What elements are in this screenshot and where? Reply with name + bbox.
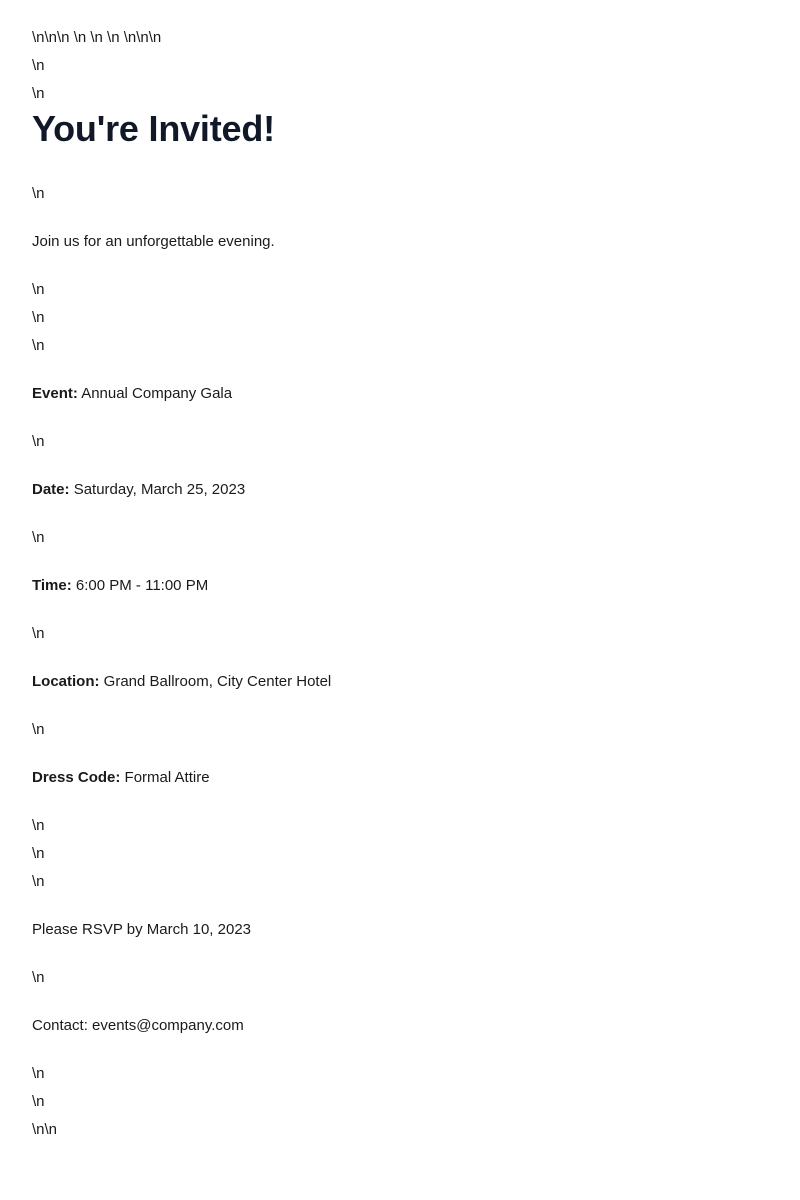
detail-time-value: 6:00 PM - 11:00 PM [75, 577, 209, 594]
newline-artifact-bottom: \n\n [32, 1121, 58, 1138]
detail-date-value: Saturday, March 25, 2023 [73, 481, 246, 498]
detail-location [32, 672, 331, 692]
detail-event-value: Annual Company Gala [81, 385, 233, 402]
detail-location-label: Location: [32, 673, 100, 690]
newline-artifact: \n [32, 185, 45, 202]
newline-artifact: \n [32, 1093, 45, 1110]
detail-time [32, 576, 208, 596]
detail-dress-code-value: Formal Attire [124, 769, 210, 786]
detail-dress-code [32, 768, 210, 788]
newline-artifact: \n [32, 529, 45, 546]
newline-artifact: \n [32, 433, 45, 450]
page-title: You're Invited! [32, 108, 275, 149]
detail-event-label: Event: [32, 385, 78, 402]
newline-artifact: \n [32, 721, 45, 738]
detail-time-label: Time: [32, 577, 72, 594]
detail-date [32, 480, 245, 500]
contact-text: Contact: events@company.com [32, 1017, 244, 1034]
newline-artifact: \n [32, 845, 45, 862]
detail-date-label: Date: [32, 481, 70, 498]
newline-artifact: \n [32, 873, 45, 890]
newline-artifact: \n [32, 817, 45, 834]
detail-event [32, 384, 232, 404]
detail-location-value: Grand Ballroom, City Center Hotel [103, 673, 332, 690]
newline-artifact: \n [32, 969, 45, 986]
newline-artifact: \n [32, 281, 45, 298]
newline-artifact: \n [32, 85, 45, 102]
tagline: Join us for an unforgettable evening. [32, 233, 275, 250]
newline-artifact-top: \n\n\n \n \n \n \n\n\n [32, 29, 162, 46]
newline-artifact: \n [32, 57, 45, 74]
rsvp-text: Please RSVP by March 10, 2023 [32, 921, 252, 938]
newline-artifact: \n [32, 337, 45, 354]
newline-artifact: \n [32, 625, 45, 642]
newline-artifact: \n [32, 309, 45, 326]
newline-artifact: \n [32, 1065, 45, 1082]
detail-dress-code-label: Dress Code: [32, 769, 121, 786]
